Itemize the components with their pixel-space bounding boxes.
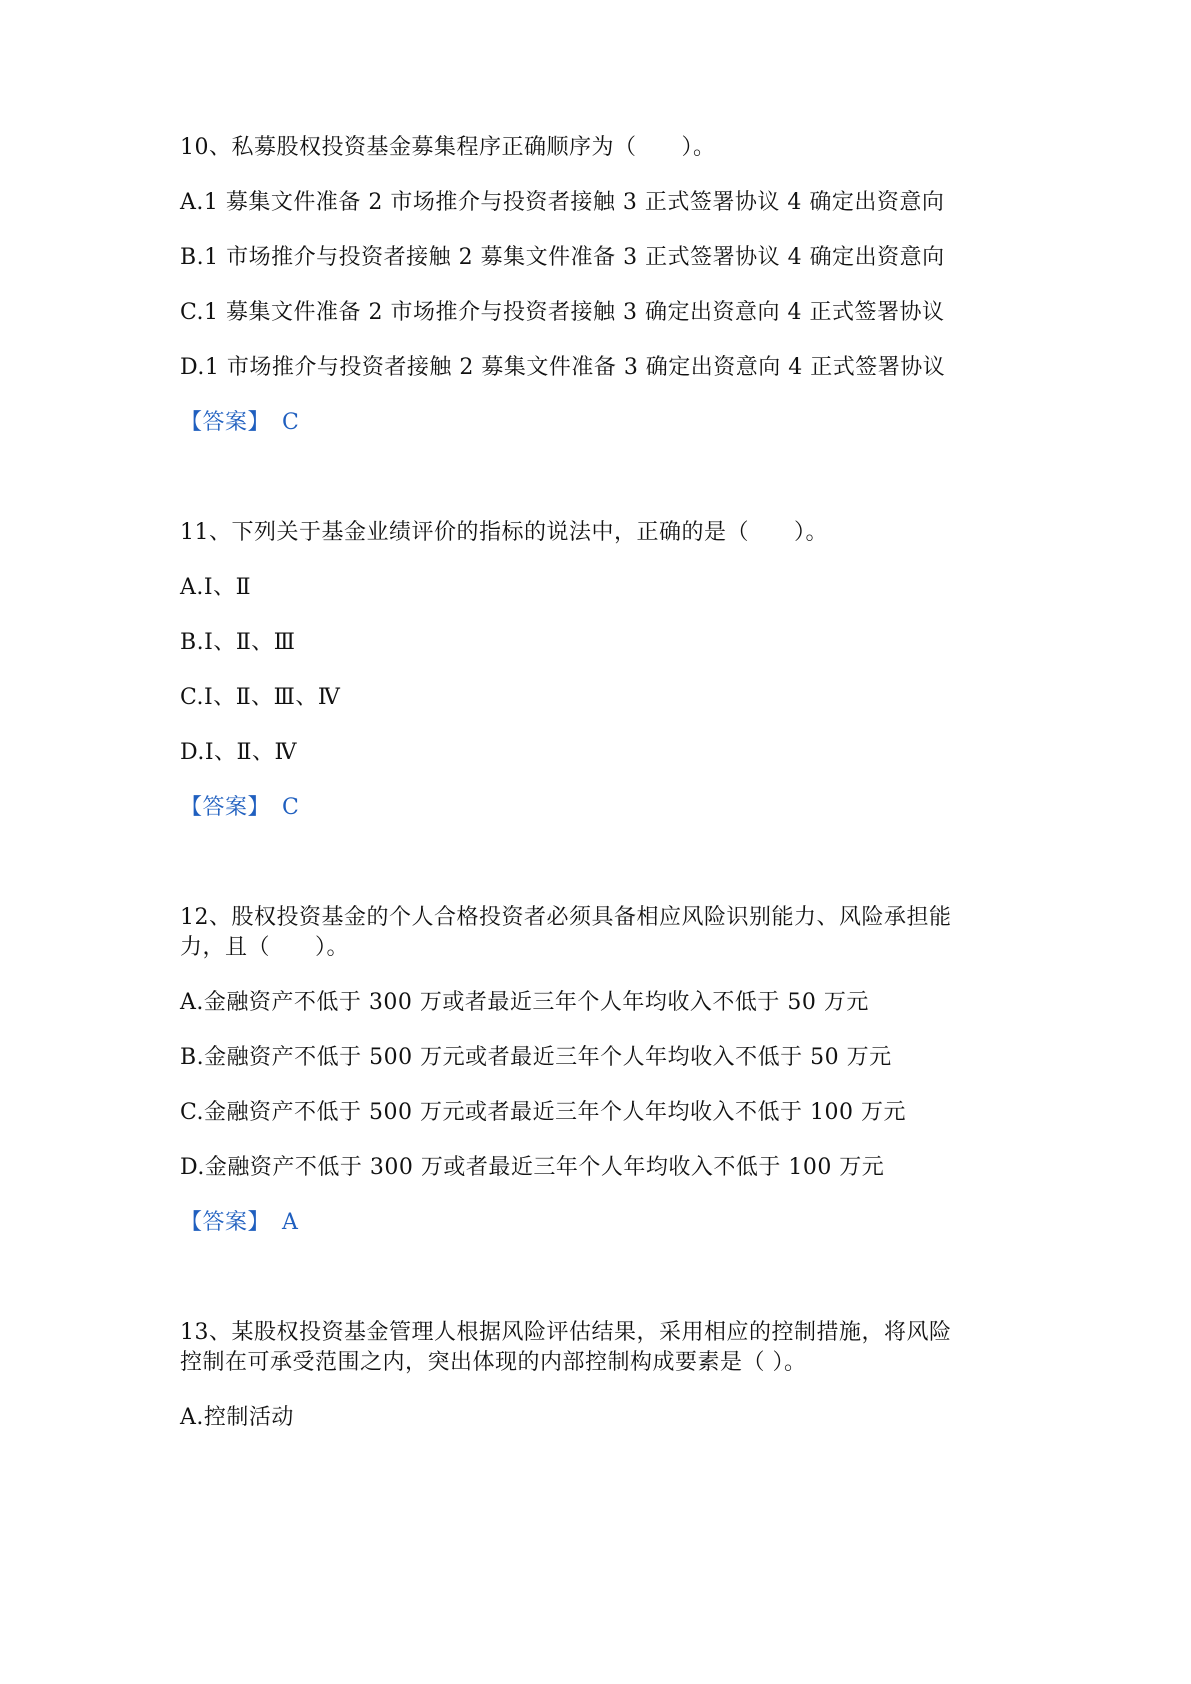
answer-label: 【答案】 (180, 410, 271, 435)
question-11-stem: 11、下列关于基金业绩评价的指标的说法中，正确的是（ ）。 (180, 520, 828, 545)
question-11-option-c: C.Ⅰ、Ⅱ、Ⅲ、Ⅳ (180, 685, 341, 710)
question-12-stem-line-2: 力，且（ ）。 (180, 935, 350, 960)
question-12-option-b: B.金融资产不低于 500 万元或者最近三年个人年均收入不低于 50 万元 (180, 1045, 892, 1070)
question-10-option-d: D.1 市场推介与投资者接触 2 募集文件准备 3 确定出资意向 4 正式签署协议 (180, 355, 946, 380)
answer-label: 【答案】 (180, 1210, 271, 1235)
question-12-answer (180, 1208, 298, 1238)
answer-value: C (282, 795, 300, 820)
question-13-stem-line-2: 控制在可承受范围之内，突出体现的内部控制构成要素是（ ）。 (180, 1350, 807, 1375)
question-11-answer (180, 793, 299, 823)
answer-value: A (282, 1210, 299, 1235)
answer-value: C (282, 410, 300, 435)
answer-label: 【答案】 (180, 795, 271, 820)
question-11-option-a: A.Ⅰ、Ⅱ (180, 575, 252, 600)
question-13-stem-line-1: 13、某股权投资基金管理人根据风险评估结果，采用相应的控制措施，将风险 (180, 1320, 952, 1345)
question-12-option-d: D.金融资产不低于 300 万或者最近三年个人年均收入不低于 100 万元 (180, 1155, 885, 1180)
question-10-answer (180, 408, 299, 438)
question-12-option-c: C.金融资产不低于 500 万元或者最近三年个人年均收入不低于 100 万元 (180, 1100, 906, 1125)
question-10-option-b: B.1 市场推介与投资者接触 2 募集文件准备 3 正式签署协议 4 确定出资意向 (180, 245, 945, 270)
question-13-option-a: A.控制活动 (180, 1405, 294, 1430)
question-10-option-c: C.1 募集文件准备 2 市场推介与投资者接触 3 确定出资意向 4 正式签署协议 (180, 300, 945, 325)
question-12-option-a: A.金融资产不低于 300 万或者最近三年个人年均收入不低于 50 万元 (180, 990, 869, 1015)
question-10-option-a: A.1 募集文件准备 2 市场推介与投资者接触 3 正式签署协议 4 确定出资意向 (180, 190, 945, 215)
question-12-stem-line-1: 12、股权投资基金的个人合格投资者必须具备相应风险识别能力、风险承担能 (180, 905, 952, 930)
question-10-stem: 10、私募股权投资基金募集程序正确顺序为（ ）。 (180, 135, 716, 160)
question-11-option-d: D.Ⅰ、Ⅱ、Ⅳ (180, 740, 297, 765)
question-11-option-b: B.Ⅰ、Ⅱ、Ⅲ (180, 630, 296, 655)
